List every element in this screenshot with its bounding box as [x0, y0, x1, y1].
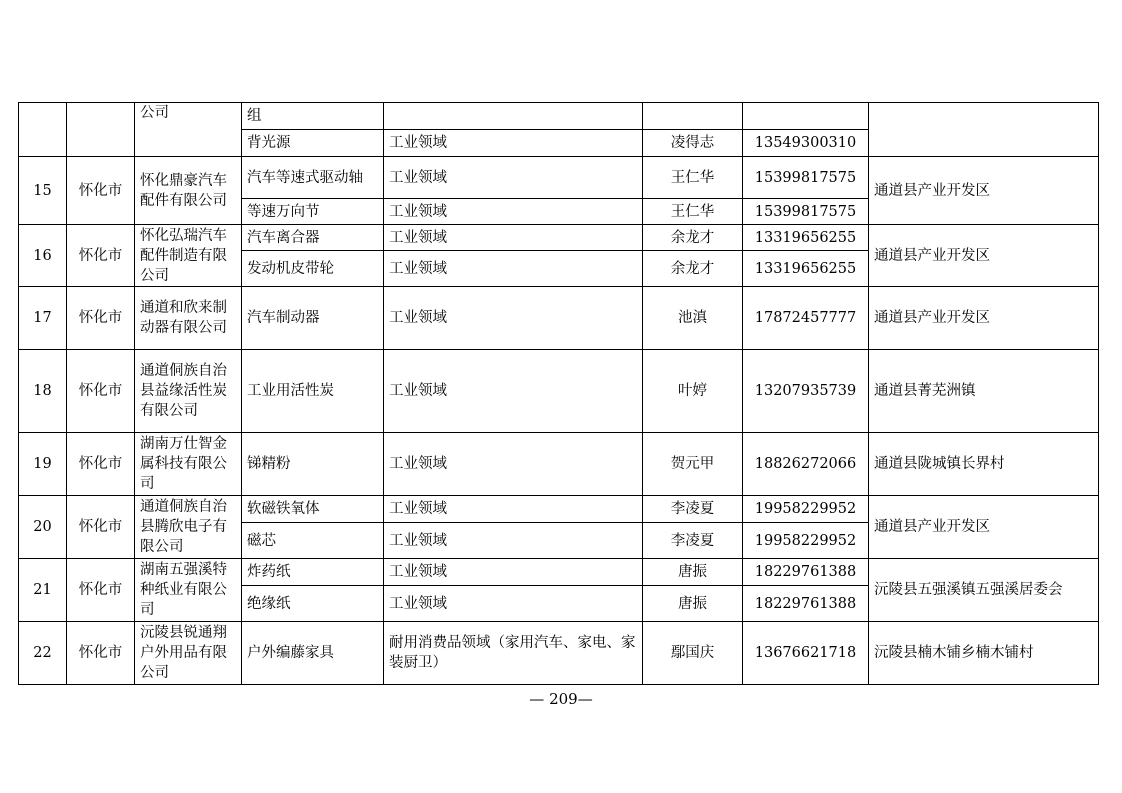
cell-product: 发动机皮带轮 — [242, 251, 384, 287]
cell-city: 怀化市 — [67, 559, 135, 622]
cell-company: 湖南五强溪特种纸业有限公司 — [135, 559, 242, 622]
cell-field: 工业领域 — [384, 350, 643, 433]
cell-field: 工业领域 — [384, 586, 643, 622]
cell-city — [67, 103, 135, 157]
cell-company: 通道和欣来制动器有限公司 — [135, 287, 242, 350]
cell-product: 户外编藤家具 — [242, 622, 384, 685]
cell-city: 怀化市 — [67, 350, 135, 433]
cell-no: 21 — [19, 559, 67, 622]
table-row — [19, 496, 1099, 523]
cell-contact: 李凌夏 — [643, 496, 743, 523]
cell-phone: 15399817575 — [743, 199, 869, 225]
cell-city: 怀化市 — [67, 496, 135, 559]
cell-product: 组 — [242, 103, 384, 130]
cell-phone: 19958229952 — [743, 523, 869, 559]
cell-product: 软磁铁氧体 — [242, 496, 384, 523]
cell-contact: 唐振 — [643, 559, 743, 586]
cell-phone: 13676621718 — [743, 622, 869, 685]
cell-contact: 王仁华 — [643, 199, 743, 225]
cell-contact: 李凌夏 — [643, 523, 743, 559]
cell-phone: 13319656255 — [743, 251, 869, 287]
cell-product: 锑精粉 — [242, 433, 384, 496]
table-row — [19, 225, 1099, 251]
cell-phone: 17872457777 — [743, 287, 869, 350]
cell-company: 怀化鼎豪汽车配件有限公司 — [135, 157, 242, 225]
enterprise-table — [18, 102, 1099, 685]
cell-contact: 贺元甲 — [643, 433, 743, 496]
cell-product: 磁芯 — [242, 523, 384, 559]
cell-location — [869, 103, 1099, 157]
cell-no — [19, 103, 67, 157]
cell-city: 怀化市 — [67, 433, 135, 496]
cell-city: 怀化市 — [67, 287, 135, 350]
cell-company: 通道侗族自治县腾欣电子有限公司 — [135, 496, 242, 559]
cell-city: 怀化市 — [67, 622, 135, 685]
table-row — [19, 622, 1099, 685]
cell-phone: 13319656255 — [743, 225, 869, 251]
cell-city: 怀化市 — [67, 225, 135, 287]
cell-field: 工业领域 — [384, 251, 643, 287]
cell-contact: 池滇 — [643, 287, 743, 350]
cell-product: 背光源 — [242, 130, 384, 157]
cell-city: 怀化市 — [67, 157, 135, 225]
cell-location: 通道县产业开发区 — [869, 225, 1099, 287]
cell-company: 通道侗族自治县益缘活性炭有限公司 — [135, 350, 242, 433]
table-row — [19, 103, 1099, 130]
cell-field: 耐用消费品领域（家用汽车、家电、家装厨卫） — [384, 622, 643, 685]
cell-field: 工业领域 — [384, 496, 643, 523]
cell-field: 工业领域 — [384, 157, 643, 199]
cell-field — [384, 103, 643, 130]
cell-location: 通道县产业开发区 — [869, 157, 1099, 225]
cell-location: 沅陵县楠木铺乡楠木铺村 — [869, 622, 1099, 685]
table-row — [19, 287, 1099, 350]
table-row — [19, 350, 1099, 433]
cell-phone: 18826272066 — [743, 433, 869, 496]
cell-location: 通道县产业开发区 — [869, 287, 1099, 350]
cell-contact — [643, 103, 743, 130]
cell-no: 20 — [19, 496, 67, 559]
cell-field: 工业领域 — [384, 433, 643, 496]
cell-field: 工业领域 — [384, 130, 643, 157]
cell-location: 沅陵县五强溪镇五强溪居委会 — [869, 559, 1099, 622]
cell-company: 怀化弘瑞汽车配件制造有限公司 — [135, 225, 242, 287]
table-row — [19, 559, 1099, 586]
cell-phone: 18229761388 — [743, 586, 869, 622]
cell-field: 工业领域 — [384, 225, 643, 251]
cell-location: 通道县产业开发区 — [869, 496, 1099, 559]
cell-field: 工业领域 — [384, 523, 643, 559]
cell-no: 19 — [19, 433, 67, 496]
cell-contact: 余龙才 — [643, 251, 743, 287]
cell-contact: 叶婷 — [643, 350, 743, 433]
cell-phone: 13207935739 — [743, 350, 869, 433]
cell-phone — [743, 103, 869, 130]
table-row — [19, 157, 1099, 199]
cell-phone: 19958229952 — [743, 496, 869, 523]
cell-no: 22 — [19, 622, 67, 685]
cell-contact: 鄢国庆 — [643, 622, 743, 685]
table-row — [19, 433, 1099, 496]
cell-product: 工业用活性炭 — [242, 350, 384, 433]
cell-no: 18 — [19, 350, 67, 433]
cell-no: 17 — [19, 287, 67, 350]
cell-contact: 唐振 — [643, 586, 743, 622]
cell-phone: 13549300310 — [743, 130, 869, 157]
cell-contact: 凌得志 — [643, 130, 743, 157]
page-number: — 209— — [529, 690, 593, 708]
cell-company: 湖南万仕智金属科技有限公司 — [135, 433, 242, 496]
cell-contact: 余龙才 — [643, 225, 743, 251]
cell-company: 公司 — [135, 103, 242, 157]
cell-product: 汽车等速式驱动轴 — [242, 157, 384, 199]
cell-no: 15 — [19, 157, 67, 225]
cell-location: 通道县菁芜洲镇 — [869, 350, 1099, 433]
cell-field: 工业领域 — [384, 559, 643, 586]
cell-product: 炸药纸 — [242, 559, 384, 586]
cell-product: 汽车离合器 — [242, 225, 384, 251]
cell-company: 沅陵县锐通翔户外用品有限公司 — [135, 622, 242, 685]
cell-product: 绝缘纸 — [242, 586, 384, 622]
cell-phone: 15399817575 — [743, 157, 869, 199]
cell-contact: 王仁华 — [643, 157, 743, 199]
cell-field: 工业领域 — [384, 287, 643, 350]
cell-field: 工业领域 — [384, 199, 643, 225]
cell-product: 汽车制动器 — [242, 287, 384, 350]
cell-product: 等速万向节 — [242, 199, 384, 225]
cell-location: 通道县陇城镇长界村 — [869, 433, 1099, 496]
cell-phone: 18229761388 — [743, 559, 869, 586]
cell-no: 16 — [19, 225, 67, 287]
